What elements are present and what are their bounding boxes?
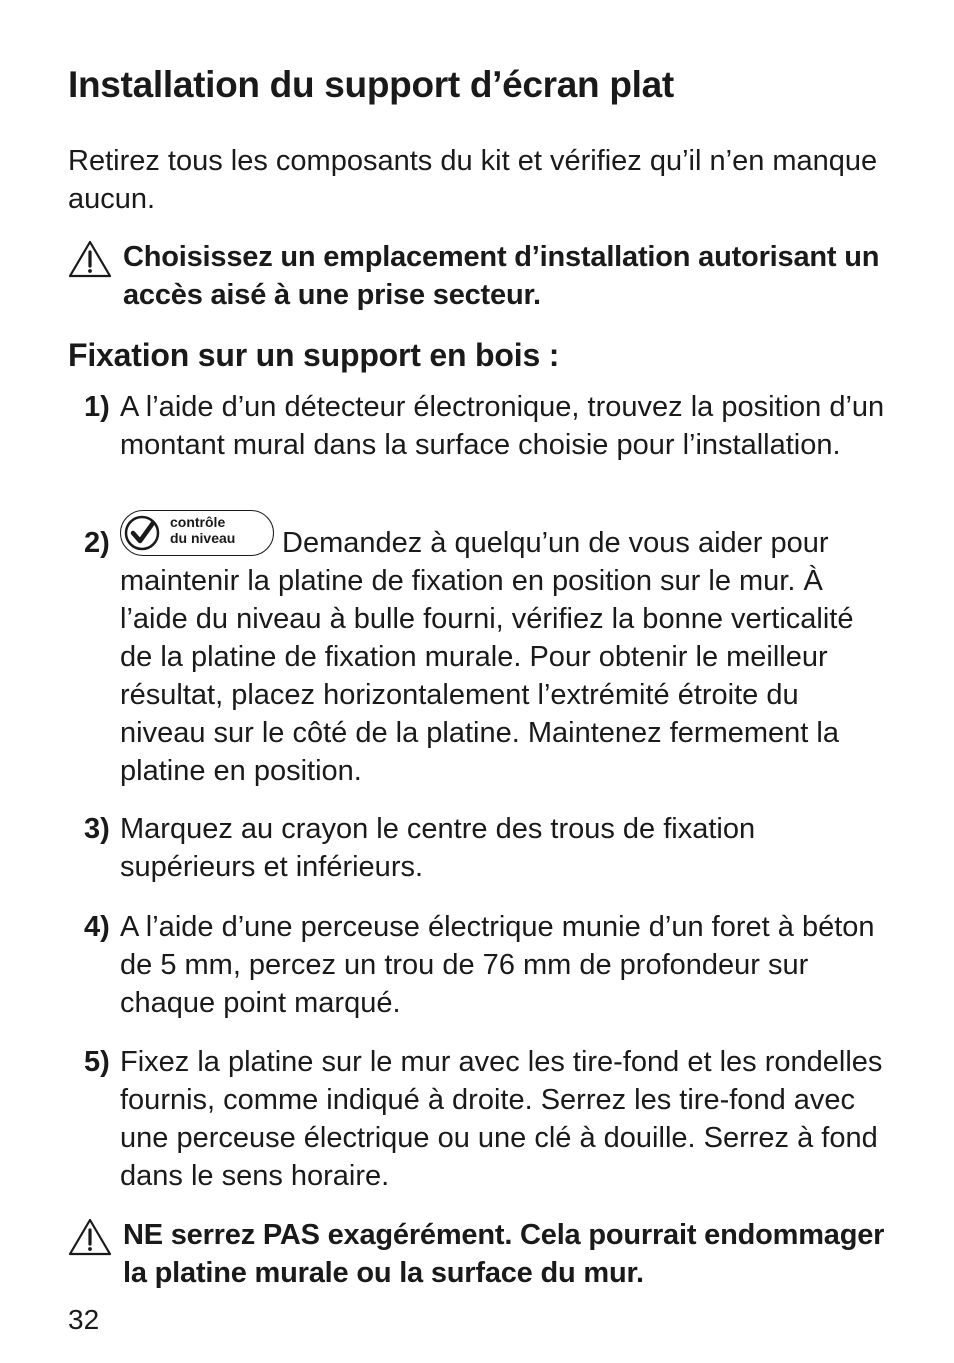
- section-subtitle: Fixation sur un support en bois :: [68, 337, 560, 373]
- step-number: 3): [84, 813, 110, 845]
- page-number: 32: [68, 1304, 100, 1335]
- intro-paragraph: Retirez tous les composants du kit et vérifiez qu’il n’en manque aucun.: [68, 145, 878, 215]
- step-number: 4): [84, 911, 110, 943]
- step-text: maintenir la platine de fixation en position sur le mur. À l’aide du niveau à bulle fourni, vérifiez la bonne verticalité de la platine de fixation murale. Pour obtenir le meilleur résultat, placez horizontalement l’extrémité étroite du niveau sur le côté de la platine. Maintenez fermement la platine en position.: [120, 565, 854, 787]
- step-text: A l’aide d’un détecteur électronique, trouvez la position d’un montant mural dans la surface choisie pour l’installation.: [120, 391, 885, 461]
- warning-text: NE serrez PAS exagérément. Cela pourrait endommager la platine murale ou la surface du mur.: [123, 1219, 885, 1289]
- warning-triangle-icon: [68, 240, 112, 278]
- step-text: Fixez la platine sur le mur avec les tire-fond et les rondelles fournis, comme indiqué à droite. Serrez les tire-fond avec une perceuse électrique ou une clé à douille. Serrez à fond dans le sens horaire.: [120, 1046, 883, 1192]
- step-text: A l’aide d’une perceuse électrique munie d’un foret à béton de 5 mm, percez un trou de 76 mm de profondeur sur chaque point marqué.: [120, 911, 875, 1019]
- step-number: 5): [84, 1046, 110, 1078]
- level-check-badge: [120, 510, 274, 556]
- step-text-first-line: Demandez à quelqu’un de vous aider pour: [282, 527, 829, 559]
- warning-text: Choisissez un emplacement d’installation autorisant un accès aisé à une prise secteur.: [123, 241, 880, 311]
- checkmark-circle-icon: [120, 510, 166, 556]
- page-title: Installation du support d’écran plat: [68, 64, 674, 105]
- step-number: 1): [84, 391, 110, 423]
- warning-triangle-icon: [68, 1218, 112, 1256]
- step-text: Marquez au crayon le centre des trous de fixation supérieurs et inférieurs.: [120, 813, 756, 883]
- step-number: 2): [84, 527, 110, 559]
- badge-label: contrôle du niveau: [170, 514, 236, 546]
